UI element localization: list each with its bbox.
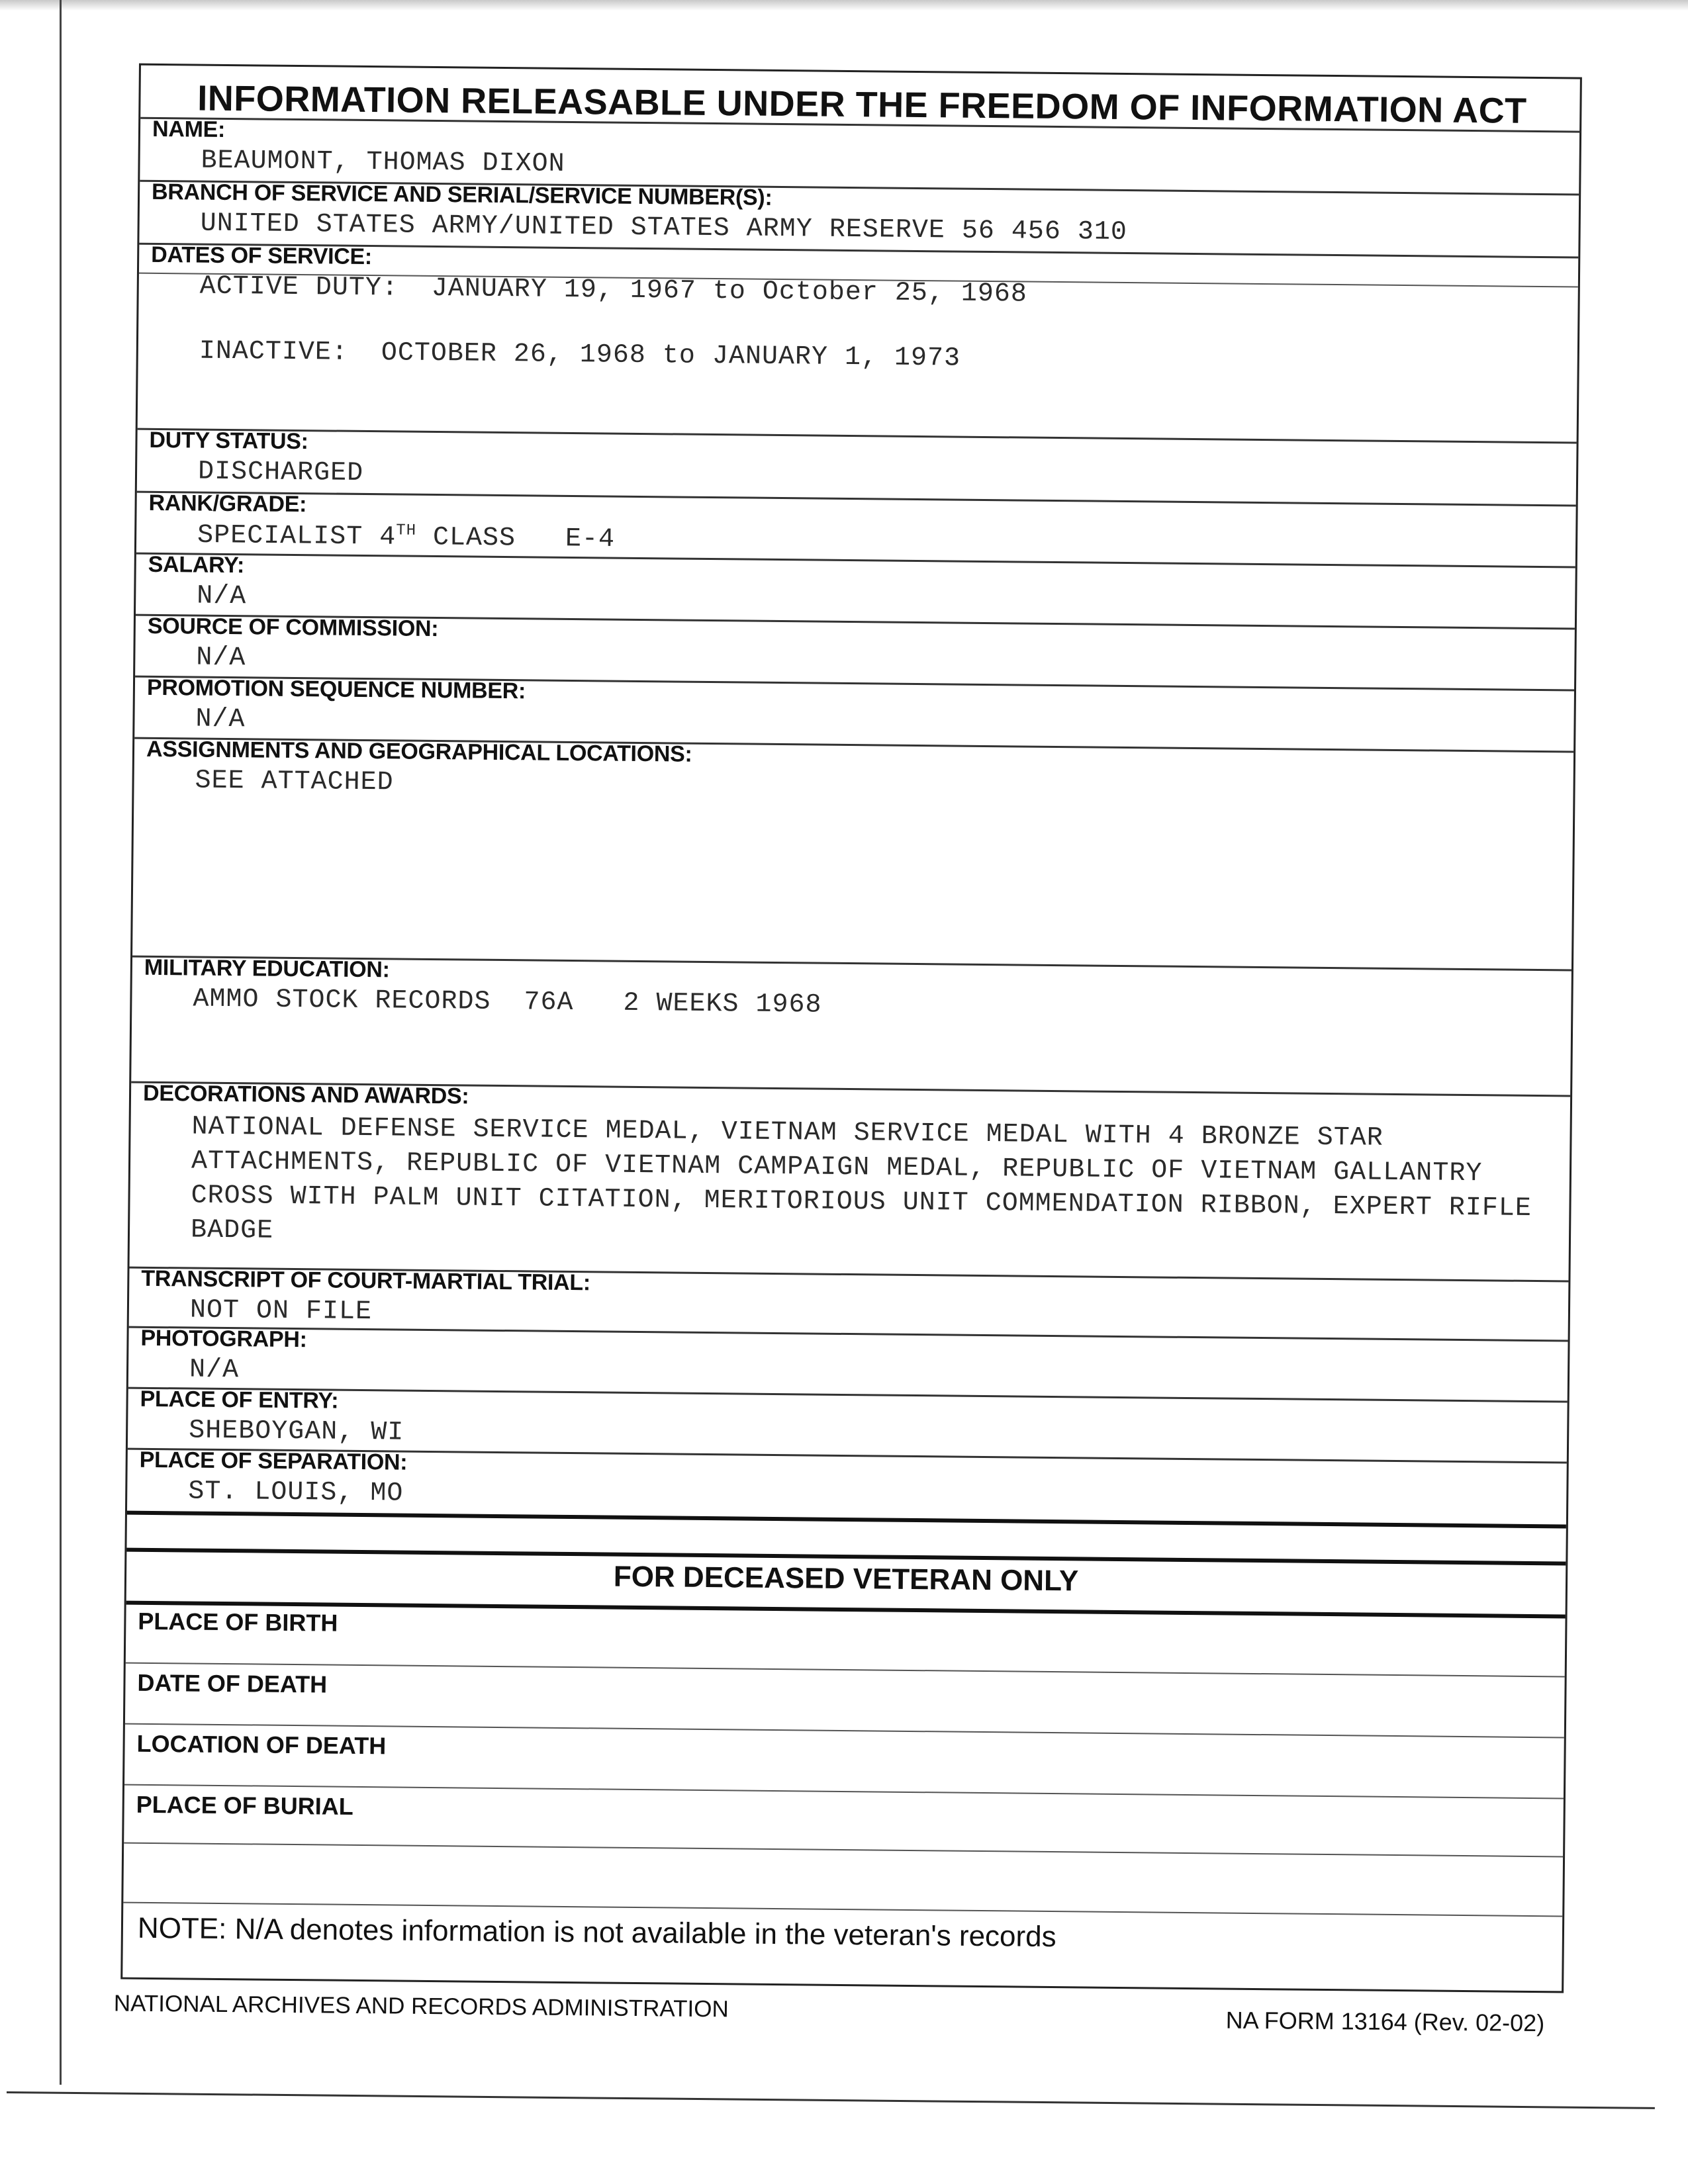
footer-form-number: NA FORM 13164 (Rev. 02-02)	[1225, 2006, 1545, 2037]
duty-status-value: DISCHARGED	[197, 457, 364, 488]
birth-rule	[126, 1662, 1565, 1678]
form-box	[120, 64, 1582, 1993]
name-label: NAME:	[152, 116, 226, 142]
field-assignments	[132, 737, 1573, 972]
assignments-label: ASSIGNMENTS AND GEOGRAPHICAL LOCATIONS:	[146, 736, 692, 767]
court-martial-label: TRANSCRIPT OF COURT-MARTIAL TRIAL:	[141, 1265, 591, 1296]
commission-label: SOURCE OF COMMISSION:	[147, 613, 439, 642]
place-of-birth-label: PLACE OF BIRTH	[138, 1607, 338, 1637]
deceased-title: FOR DECEASED VETERAN ONLY	[613, 1560, 1079, 1598]
place-of-burial-label: PLACE OF BURIAL	[136, 1790, 353, 1820]
rank-value	[197, 520, 615, 555]
photograph-value: N/A	[189, 1355, 240, 1386]
salary-label: SALARY:	[148, 551, 245, 578]
scan-edge-top	[0, 0, 1688, 11]
rank-value-suffix: CLASS E-4	[416, 523, 616, 555]
form-title: INFORMATION RELEASABLE UNDER THE FREEDOM OF INFORMATION ACT	[197, 78, 1527, 131]
date-of-death-label: DATE OF DEATH	[137, 1668, 328, 1698]
form-page	[73, 63, 1628, 2076]
promotion-value: N/A	[195, 704, 246, 735]
scan-edge-bottom	[7, 2091, 1655, 2109]
branch-label: BRANCH OF SERVICE AND SERIAL/SERVICE NUMBER(S):	[151, 179, 773, 210]
field-military-education	[131, 956, 1571, 1097]
commission-value: N/A	[196, 643, 246, 674]
rank-value-prefix: SPECIALIST 4	[197, 520, 397, 553]
field-dates-of-service	[138, 243, 1579, 444]
education-value: AMMO STOCK RECORDS 76A 2 WEEKS 1968	[193, 984, 822, 1021]
rank-label: RANK/GRADE:	[148, 490, 307, 518]
education-label: MILITARY EDUCATION:	[144, 954, 390, 983]
duty-status-label: DUTY STATUS:	[149, 427, 308, 455]
court-martial-value: NOT ON FILE	[189, 1295, 373, 1328]
note-text: NOTE: N/A denotes information is not available in the veteran's records	[137, 1911, 1056, 1954]
name-value: BEAUMONT, THOMAS DIXON	[201, 146, 565, 179]
inactive-value: INACTIVE: OCTOBER 26, 1968 to JANUARY 1, 1973	[199, 336, 961, 374]
active-duty-value: ACTIVE DUTY: JANUARY 19, 1967 to October 25, 1968	[199, 271, 1028, 310]
rank-value-sup: TH	[396, 522, 417, 540]
field-decorations	[130, 1081, 1571, 1283]
decorations-value: NATIONAL DEFENSE SERVICE MEDAL, VIETNAM SERVICE MEDAL WITH 4 BRONZE STAR ATTACHMENTS, REPUBLIC OF VIETNAM CAMPAIGN MEDAL, REPUBLIC OF VIETNAM GALLANTRY CROSS WITH PALM UNIT CITATION, MERITORIOUS UNIT COMMENDATION RIBBON, EXPERT RIFLE BADGE	[190, 1112, 1532, 1246]
deceased-title-rule	[126, 1601, 1566, 1619]
burial-rule	[124, 1843, 1563, 1858]
location-of-death-label: LOCATION OF DEATH	[136, 1729, 387, 1760]
scan-edge-left	[60, 0, 62, 2085]
separation-label: PLACE OF SEPARATION:	[139, 1447, 408, 1475]
photograph-label: PHOTOGRAPH:	[140, 1325, 307, 1353]
entry-value: SHEBOYGAN, WI	[188, 1416, 404, 1448]
footer-agency: NATIONAL ARCHIVES AND RECORDS ADMINISTRATION	[113, 1990, 729, 2023]
entry-label: PLACE OF ENTRY:	[140, 1386, 339, 1414]
salary-value: N/A	[197, 581, 247, 612]
promotion-label: PROMOTION SEQUENCE NUMBER:	[146, 674, 526, 704]
separation-value: ST. LOUIS, MO	[188, 1477, 404, 1509]
assignments-value: SEE ATTACHED	[195, 766, 394, 798]
branch-value: UNITED STATES ARMY/UNITED STATES ARMY RESERVE 56 456 310	[200, 208, 1128, 248]
dates-label: DATES OF SERVICE:	[151, 242, 373, 270]
decorations-label: DECORATIONS AND AWARDS:	[142, 1080, 469, 1109]
